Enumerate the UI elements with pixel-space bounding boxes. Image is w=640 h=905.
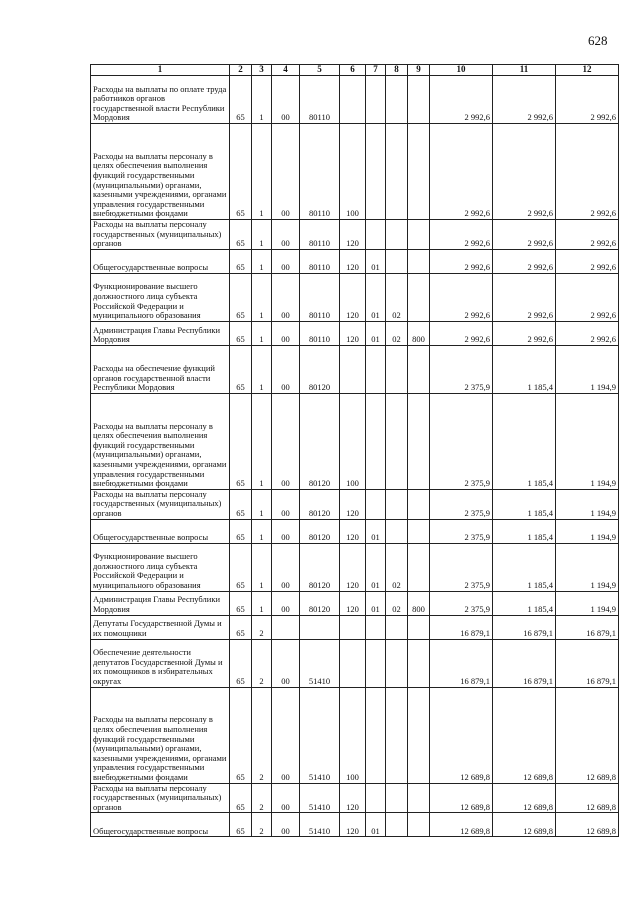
table-cell: 51410 [300,639,340,687]
table-cell: 100 [340,124,366,220]
table-cell [408,76,430,124]
table-cell: 65 [230,615,252,639]
table-cell: 1 [252,273,272,321]
table-cell: 65 [230,273,252,321]
table-cell: 80110 [300,124,340,220]
table-cell: 65 [230,687,252,783]
col-header: 6 [340,65,366,76]
table-cell: 2 [252,639,272,687]
table-cell: 1 185,4 [493,345,556,393]
table-cell: 65 [230,783,252,813]
table-cell: 51410 [300,687,340,783]
expense-name-cell: Обеспечение деятельности депутатов Государственной Думы и их помощников в избирательных округах [91,639,230,687]
table-cell: 01 [366,273,386,321]
table-cell: 12 689,8 [493,783,556,813]
table-cell [386,615,408,639]
table-cell [408,273,430,321]
table-cell: 00 [272,591,300,615]
table-cell [386,519,408,543]
table-cell: 65 [230,543,252,591]
table-cell [408,249,430,273]
table-cell: 2 992,6 [493,321,556,345]
col-header: 2 [230,65,252,76]
table-cell [408,543,430,591]
table-cell [408,220,430,250]
table-cell: 65 [230,345,252,393]
expense-name-cell: Функционирование высшего должностного лица субъекта Российской Федерации и муниципального образования [91,273,230,321]
col-header: 10 [430,65,493,76]
table-row [91,249,619,273]
page-number: 628 [588,33,608,48]
table-cell: 1 194,9 [556,591,619,615]
table-row [91,519,619,543]
table-cell: 12 689,8 [556,687,619,783]
table-cell: 80120 [300,543,340,591]
table-cell: 00 [272,687,300,783]
table-cell: 51410 [300,813,340,837]
table-cell [386,639,408,687]
table-cell: 800 [408,321,430,345]
table-cell: 120 [340,249,366,273]
expense-name-cell: Общегосударственные вопросы [91,519,230,543]
table-cell: 2 992,6 [430,249,493,273]
table-cell: 80120 [300,489,340,519]
table-cell: 2 992,6 [556,249,619,273]
table-row [91,543,619,591]
table-cell [408,345,430,393]
table-cell: 65 [230,321,252,345]
table-cell [408,783,430,813]
table-cell: 800 [408,591,430,615]
table-cell: 80110 [300,76,340,124]
table-cell: 00 [272,393,300,489]
table-cell: 00 [272,813,300,837]
col-header: 12 [556,65,619,76]
table-cell [408,813,430,837]
col-header: 7 [366,65,386,76]
table-cell: 00 [272,321,300,345]
table-cell: 2 375,9 [430,591,493,615]
table-cell: 120 [340,813,366,837]
table-cell: 2 [252,783,272,813]
table-cell: 00 [272,220,300,250]
expense-name-cell: Депутаты Государственной Думы и их помощники [91,615,230,639]
table-cell: 16 879,1 [556,615,619,639]
table-cell [408,393,430,489]
table-cell: 00 [272,273,300,321]
table-cell: 2 992,6 [493,220,556,250]
table-cell: 1 [252,489,272,519]
table-cell: 1 194,9 [556,543,619,591]
table-cell: 65 [230,813,252,837]
table-cell: 2 992,6 [493,249,556,273]
table-cell: 65 [230,220,252,250]
expense-name-cell: Расходы на обеспечение функций органов государственной власти Республики Мордовия [91,345,230,393]
table-cell: 00 [272,519,300,543]
table-cell: 51410 [300,783,340,813]
table-cell: 00 [272,76,300,124]
col-header: 9 [408,65,430,76]
table-cell: 80110 [300,220,340,250]
table-cell: 2 375,9 [430,345,493,393]
table-cell: 00 [272,783,300,813]
table-cell [272,615,300,639]
table-row [91,783,619,813]
table-cell [366,76,386,124]
table-cell: 16 879,1 [556,639,619,687]
table-cell [386,393,408,489]
table-cell: 2 992,6 [493,124,556,220]
table-cell: 65 [230,519,252,543]
table-cell: 01 [366,519,386,543]
table-cell: 12 689,8 [430,687,493,783]
table-cell: 120 [340,220,366,250]
col-header: 5 [300,65,340,76]
table-row [91,76,619,124]
table-cell: 00 [272,345,300,393]
table-cell: 00 [272,543,300,591]
header-row [91,65,619,76]
table-cell: 2 992,6 [493,76,556,124]
table-cell [366,220,386,250]
table-cell: 16 879,1 [430,615,493,639]
budget-table [90,64,619,837]
table-cell [366,124,386,220]
table-cell: 65 [230,124,252,220]
table-cell: 00 [272,124,300,220]
table-cell [340,615,366,639]
table-cell: 00 [272,489,300,519]
table-cell: 80120 [300,591,340,615]
table-cell: 100 [340,687,366,783]
table-cell: 12 689,8 [493,813,556,837]
table-cell: 65 [230,489,252,519]
table-cell: 1 [252,519,272,543]
table-cell: 2 [252,615,272,639]
table-cell: 2 992,6 [430,124,493,220]
table-cell [386,345,408,393]
table-cell: 120 [340,591,366,615]
table-cell: 2 375,9 [430,543,493,591]
table-cell: 120 [340,783,366,813]
table-cell: 2 992,6 [430,76,493,124]
table-cell: 65 [230,591,252,615]
table-cell: 1 [252,345,272,393]
table-cell: 1 185,4 [493,489,556,519]
table-cell: 2 992,6 [430,321,493,345]
table-cell: 16 879,1 [493,615,556,639]
table-cell: 1 194,9 [556,393,619,489]
table-cell: 02 [386,321,408,345]
table-cell: 120 [340,273,366,321]
table-cell [366,345,386,393]
table-cell: 1 185,4 [493,543,556,591]
table-row [91,273,619,321]
table-cell [408,124,430,220]
table-cell [340,76,366,124]
table-cell: 00 [272,639,300,687]
table-cell: 12 689,8 [556,813,619,837]
table-cell: 2 992,6 [556,76,619,124]
table-cell: 16 879,1 [493,639,556,687]
table-row [91,615,619,639]
table-cell [340,639,366,687]
table-row [91,321,619,345]
table-cell [408,687,430,783]
table-cell: 65 [230,639,252,687]
table-cell: 65 [230,393,252,489]
table-cell: 80120 [300,393,340,489]
expense-name-cell: Расходы на выплаты персоналу в целях обеспечения выполнения функций государственными (муниципальными) органами, казенными учреждениями, органами управления государственными внебюджетными фондами [91,124,230,220]
table-cell: 01 [366,249,386,273]
table-cell: 2 375,9 [430,489,493,519]
table-cell [366,639,386,687]
table-row [91,220,619,250]
table-cell [408,615,430,639]
table-cell: 01 [366,591,386,615]
table-cell: 2 992,6 [556,273,619,321]
table-cell: 2 992,6 [556,124,619,220]
expense-name-cell: Расходы на выплаты персоналу в целях обеспечения выполнения функций государственными (муниципальными) органами, казенными учреждениями, органами управления государственными внебюджетными фондами [91,687,230,783]
expense-name-cell: Расходы на выплаты персоналу государственных (муниципальных) органов [91,220,230,250]
table-cell: 1 [252,249,272,273]
col-header: 11 [493,65,556,76]
table-cell: 1 [252,321,272,345]
table-cell: 2 992,6 [493,273,556,321]
expense-name-cell: Администрация Главы Республики Мордовия [91,321,230,345]
table-cell: 02 [386,591,408,615]
table-cell [366,489,386,519]
table-row [91,591,619,615]
table-cell [366,687,386,783]
expense-name-cell: Расходы на выплаты персоналу в целях обеспечения выполнения функций государственными (муниципальными) органами, казенными учреждениями, органами управления государственными внебюджетными фондами [91,393,230,489]
expense-name-cell: Расходы на выплаты персоналу государственных (муниципальных) органов [91,783,230,813]
table-cell: 120 [340,321,366,345]
table-cell: 2 375,9 [430,393,493,489]
table-cell: 120 [340,519,366,543]
table-cell [386,813,408,837]
expense-name-cell: Расходы на выплаты персоналу государственных (муниципальных) органов [91,489,230,519]
col-header: 8 [386,65,408,76]
table-cell: 16 879,1 [430,639,493,687]
table-cell: 02 [386,543,408,591]
table-cell: 1 [252,393,272,489]
table-cell [408,519,430,543]
table-cell: 80110 [300,249,340,273]
table-row [91,813,619,837]
table-cell: 2 375,9 [430,519,493,543]
table-cell: 1 [252,591,272,615]
expense-name-cell: Функционирование высшего должностного лица субъекта Российской Федерации и муниципального образования [91,543,230,591]
table-cell: 1 185,4 [493,591,556,615]
table-cell: 12 689,8 [430,813,493,837]
table-cell [386,249,408,273]
table-cell: 12 689,8 [430,783,493,813]
table-cell: 02 [386,273,408,321]
table-cell: 1 [252,220,272,250]
table-cell [386,489,408,519]
table-cell [386,687,408,783]
table-cell [366,615,386,639]
table-cell [386,76,408,124]
table-cell: 01 [366,321,386,345]
table-cell: 120 [340,489,366,519]
table-cell: 12 689,8 [493,687,556,783]
table-cell: 2 992,6 [556,220,619,250]
col-header: 3 [252,65,272,76]
table-cell [386,783,408,813]
table-cell: 65 [230,76,252,124]
table-cell: 2 [252,687,272,783]
table-cell: 1 185,4 [493,393,556,489]
table-cell: 12 689,8 [556,783,619,813]
table-cell: 1 194,9 [556,345,619,393]
col-header: 4 [272,65,300,76]
table-cell: 2 [252,813,272,837]
table-row [91,345,619,393]
table-cell: 2 992,6 [430,220,493,250]
table-cell: 00 [272,249,300,273]
table-cell: 120 [340,543,366,591]
table-row [91,393,619,489]
table-cell: 01 [366,813,386,837]
table-cell: 1 194,9 [556,489,619,519]
table-cell: 1 [252,543,272,591]
table-cell: 80110 [300,273,340,321]
table-cell: 1 [252,76,272,124]
expense-name-cell: Общегосударственные вопросы [91,813,230,837]
table-cell: 80120 [300,519,340,543]
table-cell: 80120 [300,345,340,393]
table-cell: 100 [340,393,366,489]
table-cell [386,220,408,250]
expense-name-cell: Общегосударственные вопросы [91,249,230,273]
table-cell: 1 [252,124,272,220]
expense-name-cell: Расходы на выплаты по оплате труда работников органов государственной власти Республики Мордовия [91,76,230,124]
table-cell [366,393,386,489]
table-cell: 2 992,6 [556,321,619,345]
table-cell: 01 [366,543,386,591]
table-row [91,687,619,783]
table-cell [408,489,430,519]
table-row [91,124,619,220]
table-cell: 65 [230,249,252,273]
table-row [91,639,619,687]
table-cell: 80110 [300,321,340,345]
table-cell [366,783,386,813]
col-header: 1 [91,65,230,76]
table-cell: 1 194,9 [556,519,619,543]
table-row [91,489,619,519]
table-cell [408,639,430,687]
table-cell: 2 992,6 [430,273,493,321]
table-cell: 1 185,4 [493,519,556,543]
table-cell [340,345,366,393]
table-cell [300,615,340,639]
table-cell [386,124,408,220]
expense-name-cell: Администрация Главы Республики Мордовия [91,591,230,615]
